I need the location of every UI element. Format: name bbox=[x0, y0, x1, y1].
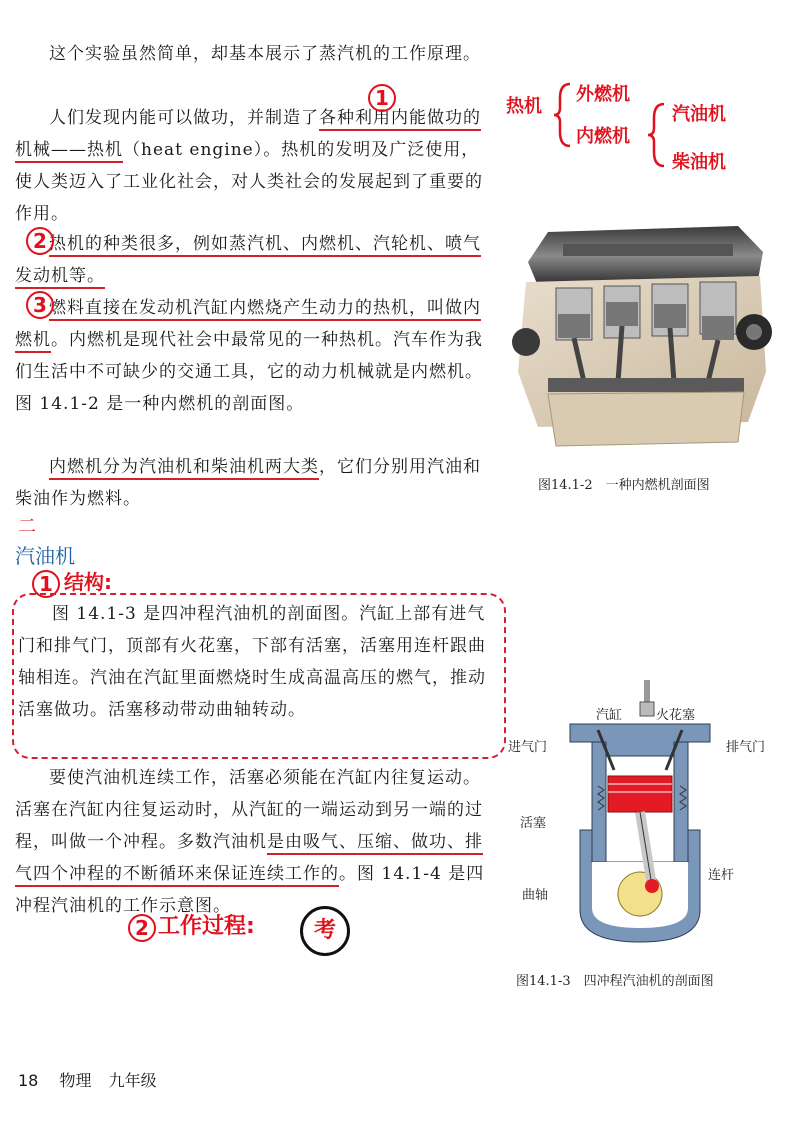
engine-cutaway-image bbox=[508, 222, 778, 454]
tree-root: 热机 bbox=[506, 96, 542, 117]
four-stroke-diagram bbox=[560, 680, 720, 950]
paragraph-1: 这个实验虽然简单，却基本展示了蒸汽机的工作原理。 bbox=[49, 44, 481, 64]
label-cylinder: 汽缸 bbox=[596, 708, 623, 723]
footer-subject: 物理 bbox=[59, 1071, 92, 1090]
tree-gasoline-engine: 汽油机 bbox=[672, 104, 726, 125]
exam-mark: 考 bbox=[300, 906, 350, 956]
paragraph-2: 人们发现内能可以做功，并制造了各种利用内能做功的机械——热机（heat engine）。热机的发明及广泛使用，使人类迈入了工业化社会，对人类社会的发展起到了重要的作用。 bbox=[15, 108, 483, 224]
paragraph-5: 内燃机分为汽油机和柴油机两大类，它们分别用汽油和柴油作为燃料。 bbox=[15, 457, 481, 509]
process-number: 2 bbox=[128, 914, 156, 942]
annotation-number-3: 3 bbox=[26, 291, 54, 319]
figure-2-caption: 图14.1-2 一种内燃机剖面图 bbox=[538, 478, 710, 493]
paragraph-4: 燃料直接在发动机汽缸内燃烧产生动力的热机，叫做内燃机。内燃机是现代社会中最常见的一种热机。汽车作为我们生活中不可缺少的交通工具，它的动力机械就是内燃机。图 14.1-2 是一种内燃机的剖面图。 bbox=[15, 298, 483, 414]
structure-number: 1 bbox=[32, 570, 60, 598]
label-piston: 活塞 bbox=[520, 816, 547, 831]
annotation-number-2: 2 bbox=[26, 227, 54, 255]
tree-diesel-engine: 柴油机 bbox=[672, 152, 726, 173]
label-exhaust-valve: 排气门 bbox=[726, 740, 766, 755]
label-crankshaft: 曲轴 bbox=[522, 888, 549, 903]
four-stroke-definition: 是由吸气、压缩、做功、排气四个冲程的不断循环来保证连续工作的 bbox=[15, 832, 483, 887]
label-spark-plug: 火花塞 bbox=[656, 708, 696, 723]
heat-engine-definition: 各种利用内能做功的机械——热机 bbox=[15, 108, 481, 163]
section-mark: 二 bbox=[18, 516, 36, 537]
process-label: 工作过程: bbox=[158, 914, 255, 939]
annotation-number-1: 1 bbox=[368, 84, 396, 112]
paragraph-3: 热机的种类很多，例如蒸汽机、内燃机、汽轮机、喷气发动机等。 bbox=[15, 228, 493, 292]
internal-combustion-definition: 燃料直接在发动机汽缸内燃烧产生动力的热机，叫做内燃机 bbox=[15, 298, 481, 353]
paragraph-7: 要使汽油机连续工作，活塞必须能在汽缸内往复运动。活塞在汽缸内往复运动时，从汽缸的一端运动到另一端的过程，叫做一个冲程。多数汽油机是由吸气、压缩、做功、排气四个冲程的不断循环来保证连续工作的。图 14.1-4 是四冲程汽油机的工作示意图。 bbox=[15, 768, 485, 916]
tree-internal-engine: 内燃机 bbox=[576, 126, 630, 147]
page-number: 18 bbox=[18, 1071, 39, 1090]
structure-label: 结构: bbox=[64, 570, 112, 594]
figure-3-caption: 图14.1-3 四冲程汽油机的剖面图 bbox=[516, 974, 714, 989]
label-intake-valve: 进气门 bbox=[508, 740, 548, 755]
section-title: 汽油机 bbox=[15, 544, 75, 568]
label-connecting-rod: 连杆 bbox=[708, 868, 735, 883]
tree-external-engine: 外燃机 bbox=[576, 84, 630, 105]
footer-grade: 九年级 bbox=[108, 1071, 157, 1090]
paragraph-6: 图 14.1-3 是四冲程汽油机的剖面图。汽缸上部有进气门和排气门，顶部有火花塞，下部有活塞，活塞用连杆跟曲轴相连。汽油在汽缸里面燃烧时生成高温高压的燃气，推动活塞做功。活塞移动带动曲轴转动。 bbox=[18, 604, 486, 720]
page-footer bbox=[18, 1068, 157, 1091]
